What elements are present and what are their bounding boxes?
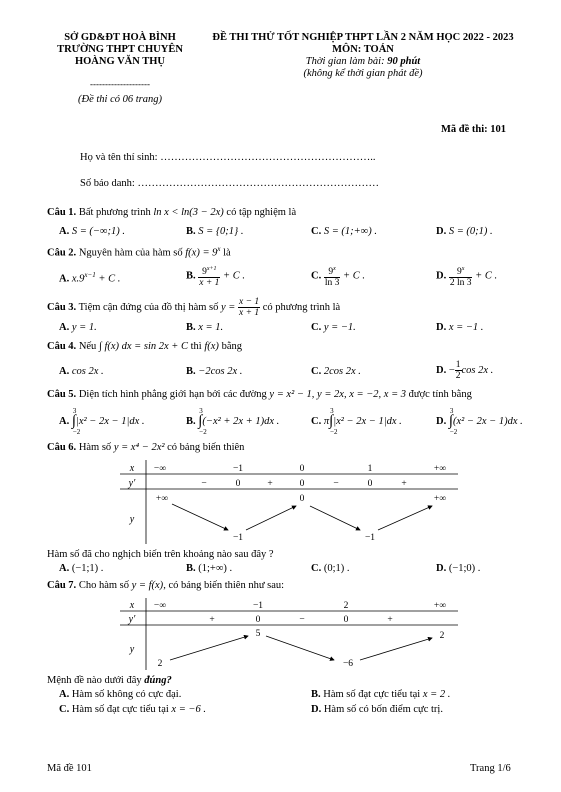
- option-text: (−x² + 2x + 1)dx .: [202, 415, 280, 427]
- option-text: (x² − 2x − 1)dx .: [452, 415, 523, 427]
- option-label: D.: [436, 270, 447, 282]
- option-label: B.: [186, 563, 196, 574]
- integral-icon: ∫ 3 −2: [329, 407, 338, 436]
- q4-tail: thì: [188, 341, 205, 352]
- q2-option-d[interactable]: [436, 264, 497, 288]
- q1-expr: ln x < ln(3 − 2x): [153, 207, 224, 218]
- q4-option-d[interactable]: [436, 360, 493, 381]
- limit-top: 3: [449, 407, 454, 415]
- student-name-field: Họ và tên thí sinh: ……………………………………………………..: [80, 152, 376, 163]
- question-5: [47, 389, 472, 400]
- x-val-3: 1: [367, 464, 373, 474]
- frac-den: ln 3: [324, 278, 340, 289]
- sign-2: +: [267, 479, 273, 489]
- y-val-1: −1: [232, 533, 244, 543]
- limit-bottom: −2: [330, 428, 338, 436]
- q6-option-d[interactable]: [436, 563, 480, 574]
- q7-option-c[interactable]: [59, 704, 206, 715]
- option-text: |x² − 2x − 1|dx .: [75, 415, 145, 427]
- sign-4: +: [387, 615, 393, 625]
- option-label: C.: [311, 415, 322, 427]
- integral-icon: ∫ 3 −2: [71, 407, 81, 436]
- option-text: y = −1.: [323, 322, 356, 333]
- q2-tail: là: [220, 247, 231, 259]
- q5-option-d[interactable]: [436, 407, 523, 436]
- limit-bottom: −2: [199, 428, 207, 436]
- q2-option-a[interactable]: [59, 271, 120, 285]
- option-label: D.: [436, 226, 447, 237]
- limit-top: 3: [199, 407, 203, 415]
- option-text: y = 1.: [71, 322, 97, 333]
- q4-label: Câu 4.: [47, 341, 77, 352]
- option-label: C.: [311, 226, 322, 237]
- x-val-1: −1: [252, 601, 264, 611]
- option-label: A.: [59, 563, 70, 574]
- q2-text: Nguyên hàm của hàm số: [76, 247, 186, 259]
- y-label: y: [129, 644, 135, 655]
- sign-2: −: [299, 615, 305, 625]
- frac-num: 1: [455, 360, 461, 370]
- department-name: SỞ GD&ĐT HOÀ BÌNH: [64, 32, 176, 43]
- integral-icon: ∫ 3 −2: [198, 407, 207, 436]
- option-label: B.: [186, 322, 196, 333]
- frac-exp: x: [461, 266, 465, 272]
- q5-text: Diện tích hình phẳng giới hạn bởi các đường: [76, 389, 270, 400]
- q2-option-c[interactable]: [311, 264, 365, 288]
- q6-option-a[interactable]: [59, 563, 103, 574]
- option-label: D.: [436, 322, 447, 333]
- q2-expr: f(x) = 9: [185, 247, 218, 259]
- y-label: y: [129, 514, 135, 525]
- question-2: [47, 245, 231, 259]
- q5-option-a[interactable]: [59, 407, 145, 436]
- q6-option-b[interactable]: [186, 563, 232, 574]
- variation-table-q7: [120, 598, 460, 670]
- sign-0: −: [201, 479, 207, 489]
- sign-4: −: [333, 479, 339, 489]
- option-text: Hàm số có bốn điểm cực trị.: [323, 704, 443, 715]
- option-expr: x = −6 .: [171, 704, 207, 715]
- option-text: −: [448, 364, 455, 376]
- option-text: (1;+∞) .: [198, 563, 233, 574]
- arrow-down-icon: [172, 504, 228, 530]
- option-text: Hàm số đạt cực tiểu tại: [323, 689, 423, 700]
- q1-option-d[interactable]: [436, 226, 493, 237]
- option-text: S = (1;+∞) .: [323, 226, 377, 237]
- exam-time-note: (không kể thời gian phát đề): [303, 68, 423, 79]
- exam-time: [188, 56, 538, 68]
- y-val-0: 2: [157, 659, 163, 669]
- x-val-2: 2: [343, 601, 349, 611]
- y-val-2: −6: [342, 659, 354, 669]
- q3-label: Câu 3.: [47, 301, 77, 313]
- option-text: π: [323, 415, 330, 427]
- limit-bottom: −2: [72, 428, 81, 436]
- q6-option-c[interactable]: [311, 563, 350, 574]
- sign-5: 0: [367, 479, 373, 489]
- q7-option-b[interactable]: [311, 689, 450, 700]
- footer-exam-code: Mã đề 101: [47, 763, 92, 774]
- y-val-2: 0: [299, 494, 305, 504]
- option-label: C.: [311, 270, 322, 282]
- q7-expr: y = f(x): [131, 580, 164, 591]
- question-3: [47, 297, 340, 318]
- option-label: A.: [59, 689, 70, 700]
- option-text: |x² − 2x − 1|dx .: [333, 415, 402, 427]
- q4-option-c[interactable]: [311, 366, 361, 377]
- limit-top: 3: [72, 407, 77, 415]
- frac-num: 9: [202, 267, 207, 278]
- q4-expr2: f(x): [204, 341, 219, 352]
- q1-option-a[interactable]: [59, 226, 125, 237]
- fraction: [324, 264, 341, 288]
- q2-exp: x: [217, 245, 221, 253]
- option-label: B.: [186, 366, 196, 377]
- q2-option-b[interactable]: [186, 264, 245, 288]
- option-label: D.: [311, 704, 322, 715]
- arrow-up-icon: [360, 638, 432, 660]
- q5-label: Câu 5.: [47, 389, 77, 400]
- frac-exp: x: [333, 266, 336, 272]
- q4-option-b[interactable]: [186, 366, 242, 377]
- option-text: −2cos 2x .: [198, 366, 243, 377]
- q3-option-b[interactable]: [186, 322, 223, 333]
- option-label: B.: [311, 689, 321, 700]
- q1-option-b[interactable]: [186, 226, 244, 237]
- option-text: S = (−∞;1) .: [71, 226, 125, 237]
- arrow-up-icon: [170, 636, 248, 660]
- frac-den: 2: [455, 371, 461, 381]
- option-text: x = 1.: [198, 322, 224, 333]
- limit-top: 3: [330, 407, 334, 415]
- frac-den: x + 1: [199, 278, 220, 289]
- q3-text: Tiệm cận đứng của đồ thị hàm số: [76, 301, 221, 313]
- q6-text: Hàm số: [76, 442, 114, 453]
- q6-expr: y = x⁴ − 2x²: [113, 442, 165, 453]
- y-val-4: +∞: [433, 494, 447, 504]
- fraction: [455, 360, 462, 381]
- option-label: A.: [59, 273, 70, 285]
- q5-option-c[interactable]: [311, 407, 402, 436]
- option-text: Hàm số không có cực đại.: [71, 689, 182, 700]
- school-name-1: TRƯỜNG THPT CHUYÊN: [57, 44, 183, 55]
- q5-expr: y = x² − 1, y = 2x, x = −2, x = 3: [269, 389, 407, 400]
- q5-option-b[interactable]: [186, 407, 280, 436]
- frac-num: 9: [456, 267, 462, 278]
- q1-option-c[interactable]: [311, 226, 377, 237]
- q4-text: Nếu: [76, 341, 99, 352]
- q3-option-a[interactable]: [59, 322, 97, 333]
- pages-note: (Đề thi có 06 trang): [78, 94, 162, 105]
- option-label: C.: [311, 322, 322, 333]
- option-text: cos 2x .: [461, 364, 494, 376]
- option-text: (−1;0) .: [448, 563, 481, 574]
- q3-fraction: [238, 297, 260, 318]
- fraction: [449, 264, 473, 288]
- option-text: x = −1 .: [448, 322, 484, 333]
- q3-y-eq: y =: [221, 301, 236, 313]
- option-label: C.: [311, 366, 322, 377]
- x-val-4: +∞: [433, 464, 447, 474]
- school-header: [55, 32, 185, 106]
- x-val-2: 0: [299, 464, 305, 474]
- option-label: C.: [59, 704, 70, 715]
- frac-num: 9: [328, 267, 334, 278]
- question-7: [47, 580, 284, 591]
- integral-icon: ∫ 3 −2: [448, 407, 458, 436]
- limit-bottom: −2: [449, 428, 458, 436]
- y-val-1: 5: [255, 629, 261, 639]
- option-label: C.: [311, 563, 322, 574]
- option-label: A.: [59, 226, 70, 237]
- option-text: + C .: [95, 273, 121, 285]
- q4-expr: ∫ f(x) dx = sin 2x + C: [98, 341, 189, 352]
- option-exp: x−1: [84, 271, 96, 279]
- question-4: [47, 341, 242, 352]
- q3-tail: có phương trình là: [260, 301, 341, 313]
- exam-subject: MÔN: TOÁN: [332, 44, 394, 55]
- option-label: A.: [59, 366, 70, 377]
- option-label: D.: [436, 415, 447, 427]
- y-val-3: −1: [364, 533, 376, 543]
- variation-table-q6: [120, 460, 460, 544]
- option-text: Hàm số đạt cực tiểu tại: [71, 704, 172, 715]
- arrow-down-icon: [310, 506, 360, 530]
- option-label: B.: [186, 226, 196, 237]
- frac-num: x − 1: [239, 297, 260, 307]
- option-expr: x = 2 .: [422, 689, 451, 700]
- x-label: x: [129, 463, 135, 474]
- option-text: S = {0;1} .: [198, 226, 244, 237]
- x-val-0: −∞: [153, 601, 167, 611]
- time-prefix: Thời gian làm bài:: [305, 56, 388, 67]
- question-6: [47, 442, 244, 453]
- option-label: B.: [186, 270, 196, 282]
- school-name-2: HOÀNG VĂN THỤ: [74, 56, 166, 67]
- option-label: D.: [436, 563, 447, 574]
- option-text: (0;1) .: [323, 563, 350, 574]
- option-text: cos 2x .: [71, 366, 104, 377]
- q6-label: Câu 6.: [47, 442, 77, 453]
- option-label: A.: [59, 415, 70, 427]
- sign-3: 0: [299, 479, 305, 489]
- x-val-3: +∞: [433, 601, 447, 611]
- arrow-down-icon: [266, 636, 334, 660]
- frac-den: 2 ln 3: [449, 278, 472, 289]
- q7-tail: , có bảng biến thiên như sau:: [163, 580, 285, 591]
- q7-label: Câu 7.: [47, 580, 77, 591]
- q7-option-a[interactable]: [59, 689, 181, 700]
- q4-option-a[interactable]: [59, 366, 104, 377]
- arrow-up-icon: [246, 506, 296, 530]
- yp-label: y′: [128, 614, 136, 625]
- frac-exp: x+1: [206, 266, 217, 272]
- option-label: B.: [186, 415, 196, 427]
- sign-1: 0: [255, 615, 261, 625]
- x-val-1: −1: [232, 464, 244, 474]
- q1-text: Bất phương trình: [76, 207, 154, 218]
- header-dashes: --------------------: [90, 79, 150, 89]
- x-val-0: −∞: [153, 464, 167, 474]
- q7-text: Cho hàm số: [76, 580, 132, 591]
- q1-label: Câu 1.: [47, 207, 77, 218]
- fraction: [198, 264, 220, 288]
- q1-tail: có tập nghiệm là: [223, 207, 297, 218]
- option-text: + C .: [340, 270, 365, 282]
- option-text: x.9: [71, 273, 85, 285]
- q3-option-d[interactable]: [436, 322, 483, 333]
- option-text: S = (0;1) .: [448, 226, 493, 237]
- question-1: [47, 207, 296, 218]
- q7-question-emphasis: đúng?: [144, 675, 172, 686]
- y-val-0: +∞: [155, 494, 169, 504]
- exam-code: Mã đề thi: 101: [441, 124, 507, 135]
- time-value: 90 phút: [387, 56, 421, 67]
- q3-option-c[interactable]: [311, 322, 356, 333]
- option-text: 2cos 2x .: [323, 366, 361, 377]
- q4-tail2: bằng: [218, 341, 242, 352]
- option-text: + C .: [220, 270, 245, 282]
- q2-label: Câu 2.: [47, 247, 77, 259]
- arrow-up-icon: [378, 506, 432, 530]
- yp-label: y′: [128, 478, 136, 489]
- exam-title: ĐỀ THI THỬ TỐT NGHIỆP THPT LẦN 2 NĂM HỌC 2022 - 2023: [212, 32, 514, 43]
- option-label: A.: [59, 322, 70, 333]
- sign-0: +: [209, 615, 215, 625]
- sign-6: +: [401, 479, 407, 489]
- q7-option-d[interactable]: [311, 704, 443, 715]
- option-text: + C .: [472, 270, 498, 282]
- sign-3: 0: [343, 615, 349, 625]
- frac-den: x + 1: [239, 308, 260, 318]
- q5-tail: được tính bằng: [406, 389, 472, 400]
- q7-question: [47, 675, 172, 686]
- exam-header: [188, 32, 538, 80]
- option-text: (−1;1) .: [71, 563, 104, 574]
- sign-1: 0: [235, 479, 241, 489]
- footer-page-number: Trang 1/6: [470, 763, 511, 774]
- q6-question: Hàm số đã cho nghịch biến trên khoảng nào sau đây ?: [47, 549, 274, 560]
- q6-tail: có bảng biến thiên: [164, 442, 245, 453]
- q7-question-text: Mệnh đề nào dưới đây: [47, 675, 145, 686]
- option-label: D.: [436, 364, 447, 376]
- x-label: x: [129, 600, 135, 611]
- y-val-3: 2: [439, 631, 445, 641]
- student-id-field: Số báo danh: ……………………………………………………………: [80, 178, 379, 189]
